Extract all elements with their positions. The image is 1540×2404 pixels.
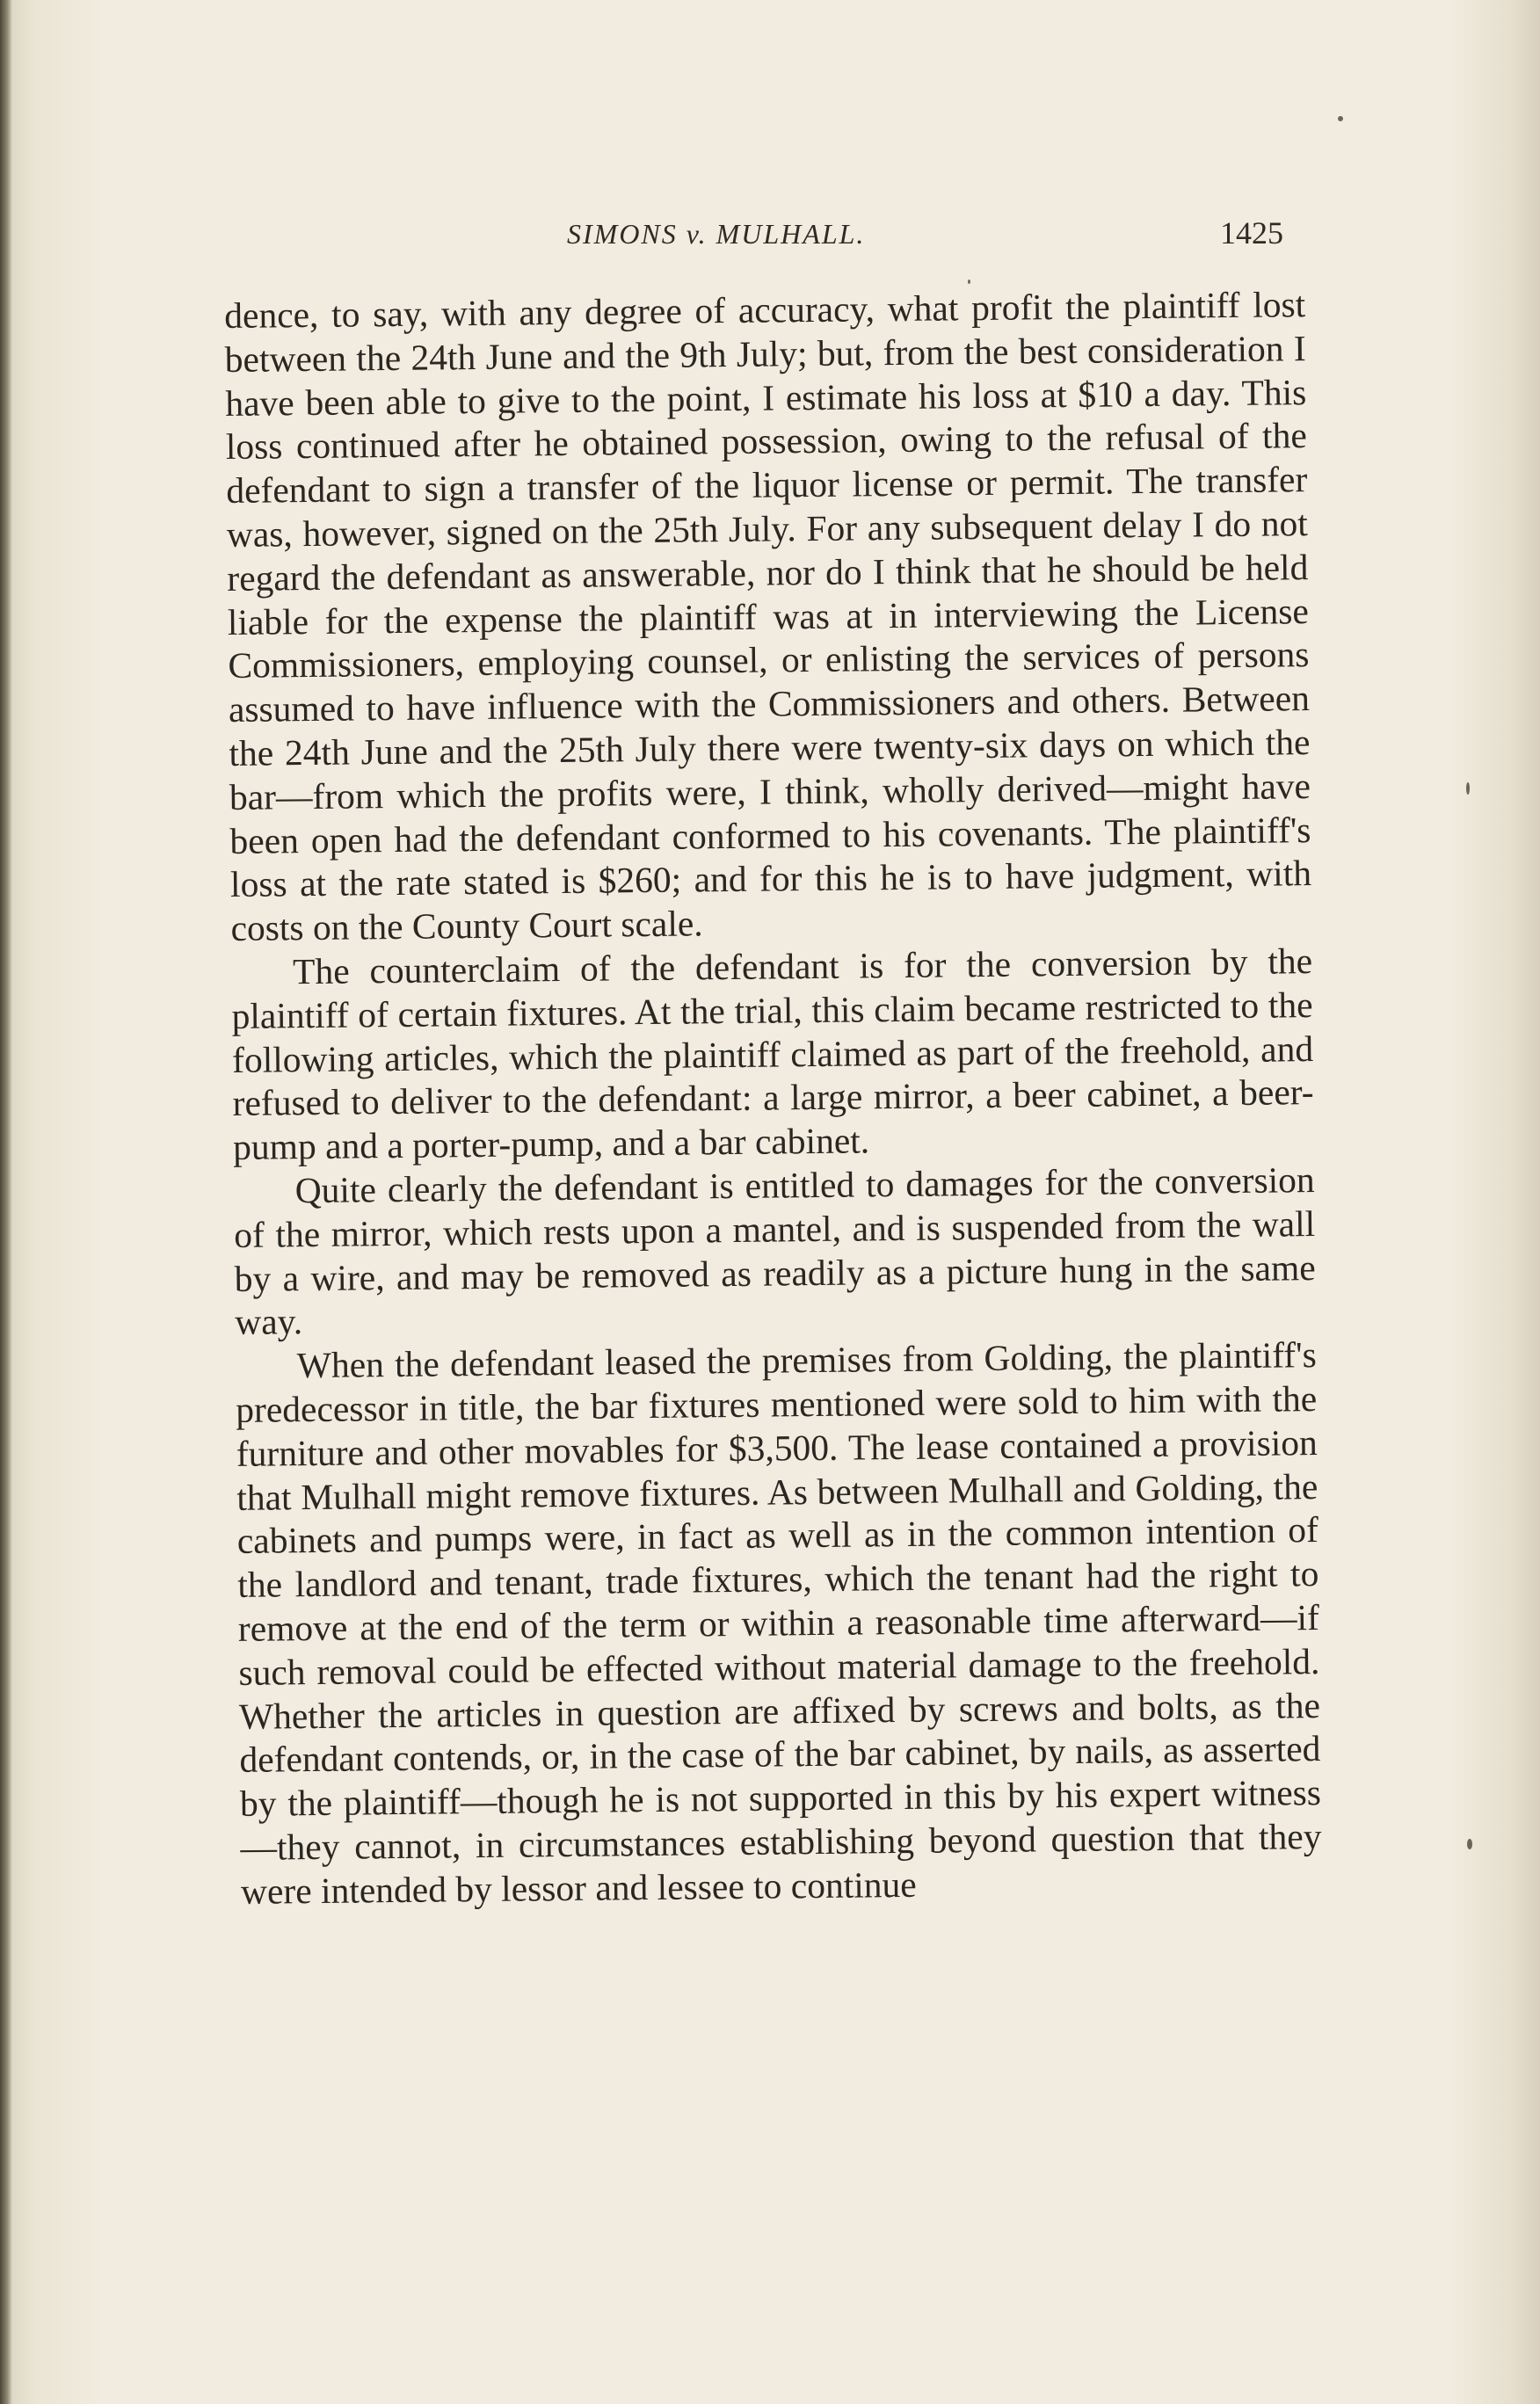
paper-speck <box>1466 782 1470 795</box>
page-header <box>237 209 1283 262</box>
paragraph-lease: When the defendant leased the premises from Golding, the plaintiff's predecessor in title, the bar fixtures mentioned were sold to him with the furniture and other movables for $3,500. The lease contained a provision that Mulhall might remove fixtures. As between Mulhall and Golding, the cabinets and pumps were, in fact as well as in the common intention of the landlord and tenant, trade fixtures, which the tenant had the right to remove at the end of the term or within a reasonable time afterward—if such removal could be effected without material damage to the freehold. Whether the articles in question are affixed by screws and bolts, as the defendant contends, or, in the case of the bar cabinet, by nails, as asserted by the plaintiff—though he is not supported in this by his expert witness—they cannot, in circumstances establishing beyond question that they were intended by lessor and lessee to continue <box>236 1334 1322 1912</box>
page-spine-shadow <box>0 0 12 2404</box>
paragraph-continuation: dence, to say, with any degree of accuracy, what profit the plaintiff lost between the 24th June and the 9th July; but, from the best consideration I have been able to give to the point, I estimate his loss at $10 a day. This loss continued after he obtained possession, owing to the refusal of the defendant to sign a transfer of the liquor license or permit. The transfer was, however, signed on the 25th July. For any subsequent delay I do not regard the defendant as answerable, nor do I think that he should be held liable for the expense the plaintiff was at in interviewing the License Commissioners, employing counsel, or enlisting the services of persons assumed to have influence with the Commissioners and others. Between the 24th June and the 25th July there were twenty-six days on which the bar—from which the profits were, I think, wholly derived—might have been open had the defendant conformed to his covenants. The plaintiff's loss at the rate stated is $260; and for this he is to have judgment, with costs on the County Court scale. <box>224 284 1312 949</box>
paper-speck <box>1338 116 1343 121</box>
paper-speck <box>968 280 970 284</box>
body-text <box>224 283 1322 1914</box>
paper-speck <box>1467 1839 1472 1849</box>
page-number: 1425 <box>1220 215 1283 251</box>
running-title: SIMONS v. MULHALL. <box>567 218 866 250</box>
paragraph-mirror: Quite clearly the defendant is entitled to damages for the conversion of the mirror, which rests upon a mantel, and is suspended from the wall by a wire, and may be removed as readily as a picture hung in the same way. <box>233 1159 1316 1343</box>
paragraph-counterclaim: The counterclaim of the defendant is for the conversion by the plaintiff of certain fixtures. At the trial, this claim became restricted to the following articles, which the plaintiff claimed as part of the freehold, and refused to deliver to the defendant: a large mirror, a beer cabinet, a beer-pump and a porter-pump, and a bar cabinet. <box>231 941 1314 1168</box>
